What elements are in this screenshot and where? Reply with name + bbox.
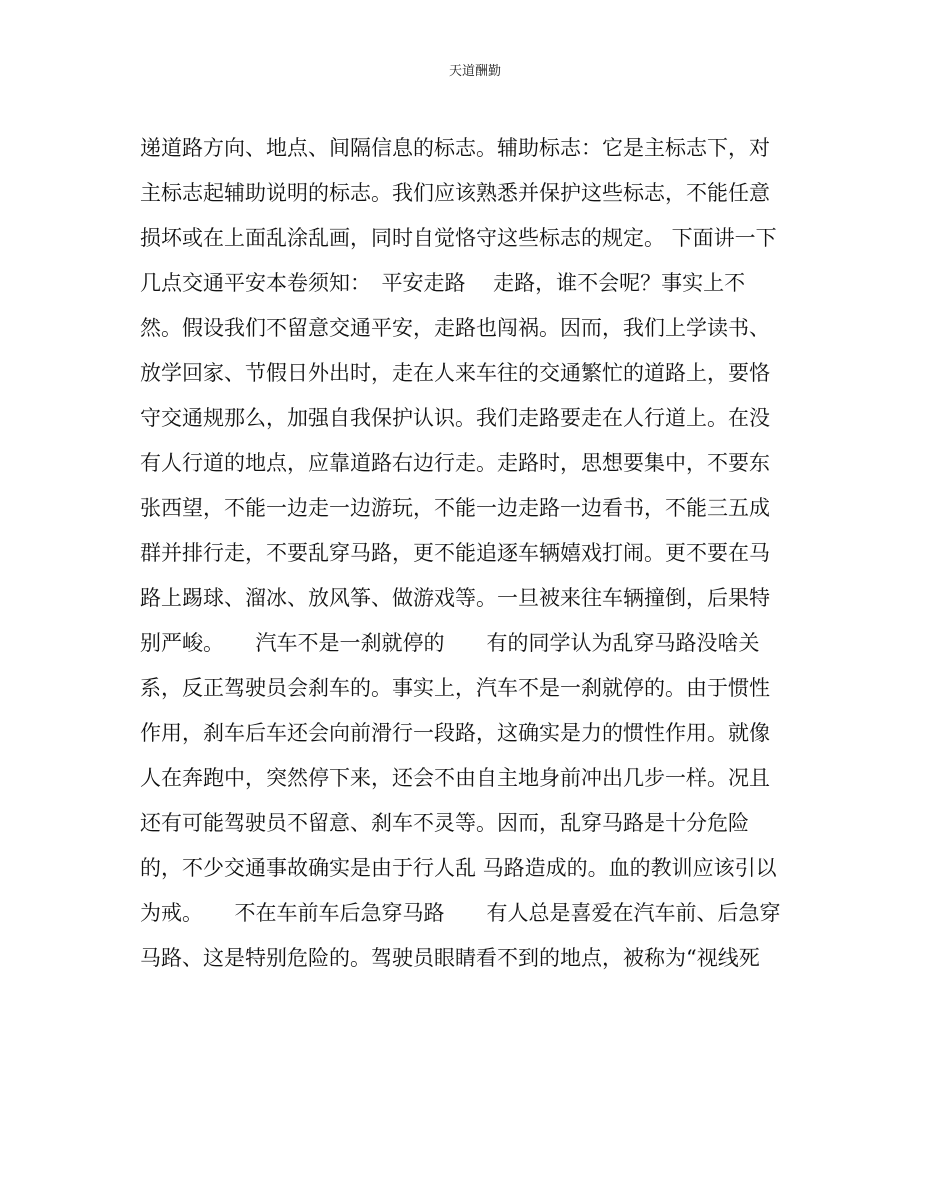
text-line: 群并排行走，不要乱穿马路，更不能追逐车辆嬉戏打闹。更不要在马 <box>140 541 770 565</box>
text-line: 人在奔跑中，突然停下来，还会不由自主地身前冲出几步一样。况且 <box>140 766 770 790</box>
text-line: 别严峻。 汽车不是一刹就停的 有的同学认为乱穿马路没啥关 <box>140 631 760 655</box>
text-line: 守交通规那么，加强自我保护认识。我们走路要走在人行道上。在没 <box>140 406 770 430</box>
page-header: 天道酬勤 <box>448 64 501 79</box>
text-line: 递道路方向、地点、间隔信息的标志。辅助标志：它是主标志下，对 <box>140 136 770 160</box>
text-line: 损坏或在上面乱涂乱画，同时自觉恪守这些标志的规定。 下面讲一下 <box>140 226 777 250</box>
text-line: 还有可能驾驶员不留意、刹车不灵等。因而，乱穿马路是十分危险 <box>140 811 749 835</box>
text-line: 马路、这是特别危险的。驾驶员眼睛看不到的地点，被称为“视线死 <box>140 946 760 970</box>
text-line: 系，反正驾驶员会刹车的。事实上，汽车不是一刹就停的。由于惯性 <box>140 676 770 700</box>
text-line: 几点交通平安本卷须知： 平安走路 走路，谁不会呢？事实上不 <box>140 271 746 295</box>
document-body <box>140 126 820 981</box>
text-line: 然。假设我们不留意交通平安，走路也闯祸。因而，我们上学读书、 <box>140 316 770 340</box>
text-line: 作用，刹车后车还会向前滑行一段路，这确实是力的惯性作用。就像 <box>140 721 770 745</box>
text-line: 的，不少交通事故确实是由于行人乱 马路造成的。血的教训应该引以 <box>140 856 777 880</box>
text-line: 主标志起辅助说明的标志。我们应该熟悉并保护这些标志，不能任意 <box>140 181 770 205</box>
text-line: 路上踢球、溜冰、放风筝、做游戏等。一旦被来往车辆撞倒，后果特 <box>140 586 770 610</box>
text-line: 张西望，不能一边走一边游玩，不能一边走路一边看书，不能三五成 <box>140 496 770 520</box>
text-line: 有人行道的地点，应靠道路右边行走。走路时，思想要集中，不要东 <box>140 451 770 475</box>
text-line: 为戒。 不在车前车后急穿马路 有人总是喜爱在汽车前、后急穿 <box>140 901 781 925</box>
text-line: 放学回家、节假日外出时，走在人来车往的交通繁忙的道路上，要恪 <box>140 361 770 385</box>
